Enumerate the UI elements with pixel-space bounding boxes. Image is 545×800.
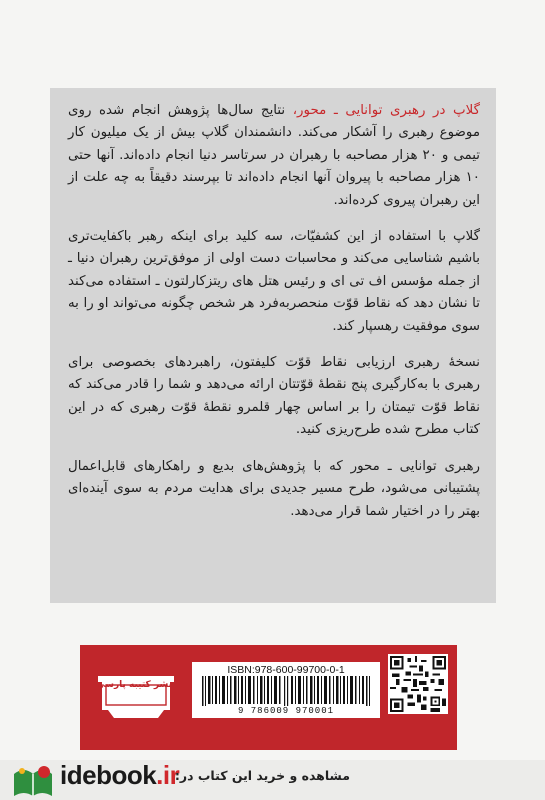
barcode-icon	[200, 676, 372, 706]
barcode	[192, 662, 380, 718]
brand-main: idebook	[60, 760, 157, 790]
paragraph-1-text: نتایج سال‌ها پژوهش انجام شده روی موضوع رهبری را آشکار می‌کند. دانشمندان گلاپ بیش از یک میلیون کار تیمی و ۲۰ هزار مصاحبه با رهبران در سرتاسر دنیا انجام داده‌اند. آنها حتی ۱۰ هزار مصاحبه با پیروان آنها انجام داده‌اند تا بپرسند دقیقاً به چه علت از این رهبران پیروی کرده‌اند.	[68, 103, 481, 208]
barcode-digits: 9 786009 970001	[237, 706, 334, 716]
footer-caption: مشاهده و خرید این کتاب در:	[174, 768, 350, 783]
highlight-title: گلاپ در رهبری توانایی ـ محور،	[292, 103, 480, 118]
paragraph-1	[68, 100, 480, 212]
idebook-brand[interactable]	[60, 760, 179, 791]
publisher-name: نشر کتیبه پارسی	[95, 680, 172, 690]
brand-tld: .ir	[156, 760, 180, 790]
paragraph-2: گلاپ با استفاده از این کشفیّات، سه کلید برای اینکه رهبر باکفایت‌تری باشیم شناسایی می‌کند و محاسبات دست اولی از موفق‌ترین رهبران دنیا ـ از جمله مؤسس اف تی ای و رئیس هتل های ریتزکارلتون ـ استفاده می‌کند تا نشان دهد که نقاط قوّت منحصربه‌فرد هر شخص چگونه می‌تواند او را به سوی موفقیت رهسپار کند.	[68, 229, 480, 334]
idebook-logo-icon	[10, 762, 56, 800]
back-cover-text	[50, 88, 496, 603]
paragraph-4: رهبری توانایی ـ محور که با پژوهش‌های بدیع و راهکارهای قابل‌اعمال پشتیبانی می‌شود، طرح مسیر جدیدی برای هدایت مردم به سوی آینده‌ای بهتر را در اختیار شما قرار می‌دهد.	[68, 458, 480, 519]
publisher-logo-icon	[92, 666, 180, 722]
qr-code-icon	[388, 654, 448, 714]
paragraph-3: نسخهٔ رهبری ارزیابی نقاط قوّت کلیفتون، راهبردهای بخصوصی برای رهبری با به‌کارگیری پنج نقطهٔ قوّتتان ارائه می‌دهد و شما را قادر می‌کند که نقاط قوّت تیمتان را بر اساس چهار قلمرو نقطهٔ قوّت رهبری که در این کتاب مطرح شده طرح‌ریزی کنید.	[68, 355, 480, 438]
isbn-number: ISBN:978-600-99700-0-1	[227, 664, 345, 676]
